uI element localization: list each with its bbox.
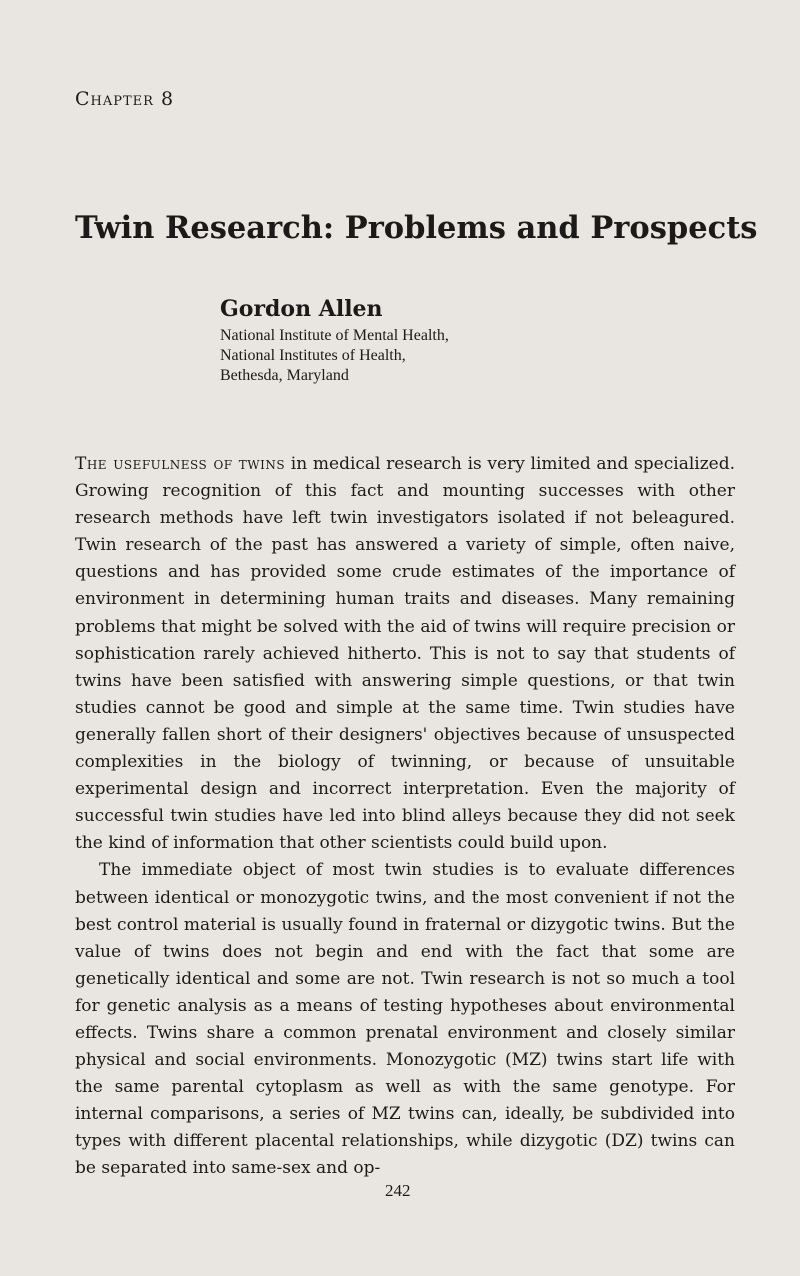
paragraph-text: in medical research is very limited and specialized. Growing recognition of this fact and mounting successes with other research methods have left twin investigators isolated if not beleagured. Twin research of the past has answered a variety of simple, often naive, questions and has provided some crude estimates of the importance of environment in determining human traits and diseases. Many remaining problems that might be solved with the aid of twins will require precision or sophistication rarely achieved hitherto. This is not to say that students of twins have been satisfied with answering simple questions, or that twin studies cannot be good and simple at the same time. Twin studies have generally fallen short of their designers' objectives because of unsuspected complexities in the biology of twinning, or because of unsuitable experimental design and incorrect interpretation. Even the majority of successful twin studies have led into blind alleys because they did not seek the kind of information that other scientists could build upon. <box>75 454 736 854</box>
body-text <box>75 451 735 1183</box>
chapter-title: Twin Research: Problems and Prospects <box>75 210 758 246</box>
page-number: 242 <box>385 1181 411 1200</box>
author-block <box>220 296 449 386</box>
chapter-heading: Chapter 8 <box>75 88 175 110</box>
author-name: Gordon Allen <box>220 296 383 322</box>
lead-in-text: The usefulness of twins <box>75 454 286 474</box>
paragraph <box>75 451 735 857</box>
affiliation-line: Bethesda, Maryland <box>220 367 349 385</box>
affiliation-line: National Institute of Mental Health, <box>220 327 449 345</box>
affiliation-line: National Institutes of Health, <box>220 347 406 365</box>
paragraph: The immediate object of most twin studies is to evaluate differences between identical or monozygotic twins, and the most convenient if not the best control material is usually found in fraternal or dizygotic twins. But the value of twins does not begin and end with the fact that some are genetically identical and some are not. Twin research is not so much a tool for genetic analysis as a means of testing hypotheses about environmental effects. Twins share a common prenatal environment and closely similar physical and social environments. Monozygotic (MZ) twins start life with the same parental cytoplasm as well as with the same genotype. For internal comparisons, a series of MZ twins can, ideally, be subdivided into types with different placental relationships, while dizygotic (DZ) twins can be separated into same-sex and op- <box>75 860 735 1179</box>
